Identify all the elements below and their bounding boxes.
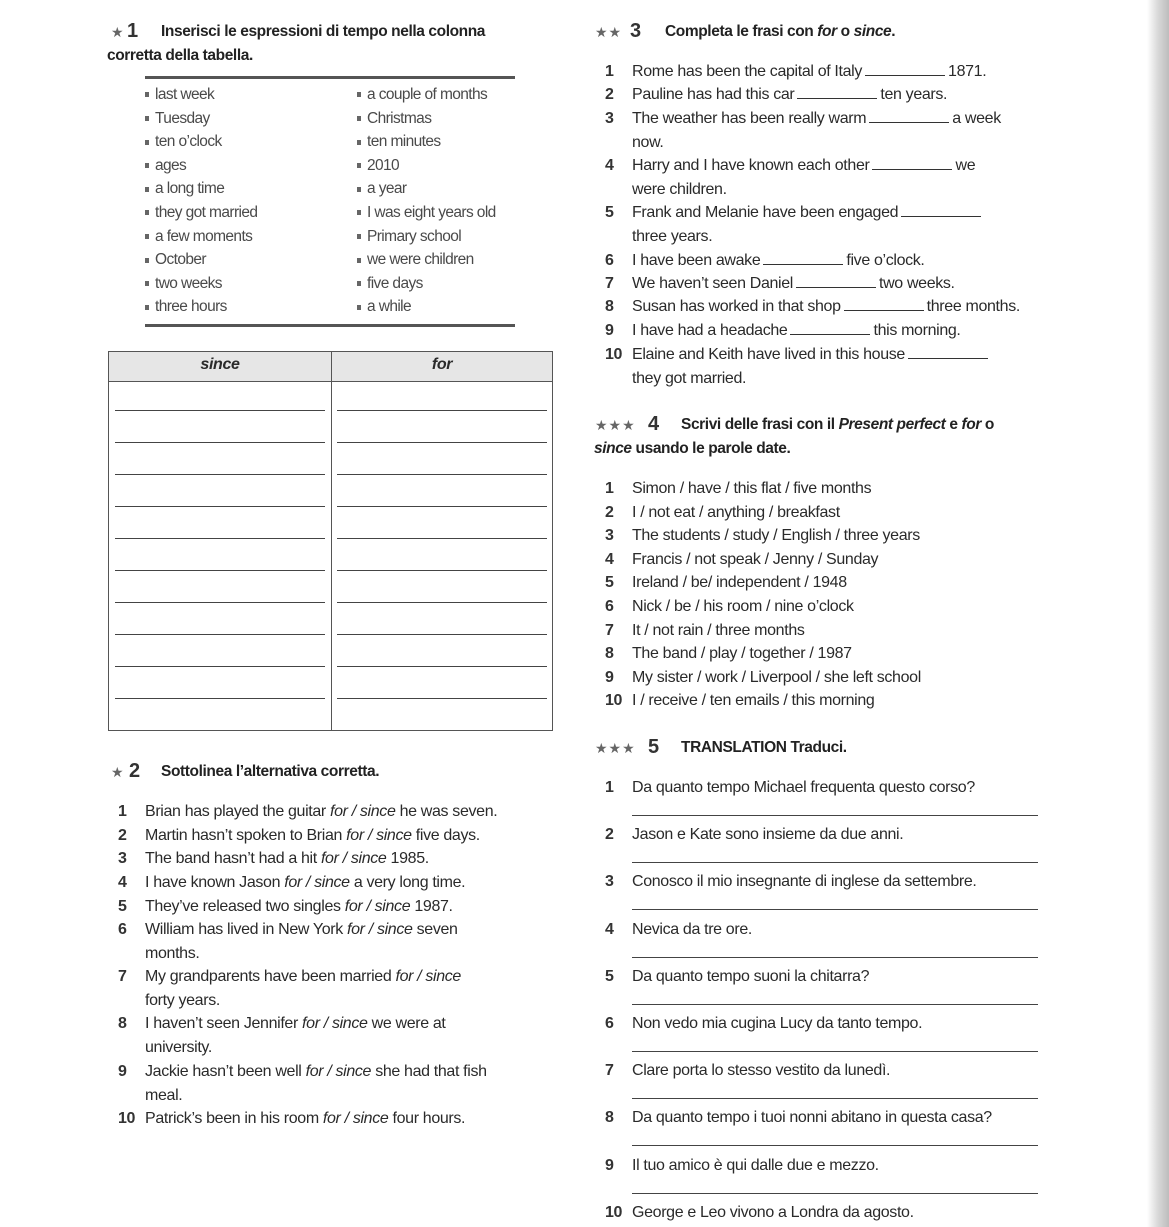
answer-line-since[interactable] — [115, 698, 325, 699]
word-text: a couple of months — [367, 86, 488, 103]
item-text — [145, 824, 480, 848]
item-number: 8 — [605, 645, 614, 663]
item-text: Simon / have / this flat / five months — [632, 480, 872, 497]
word-item — [145, 154, 186, 178]
word-item — [357, 248, 474, 272]
item-text — [632, 319, 961, 343]
item-text — [145, 918, 458, 965]
item-text — [632, 154, 975, 201]
sentence-start: Harry and I have known each other — [632, 157, 870, 174]
exercise-4-title — [681, 413, 994, 437]
word-text: Primary school — [367, 227, 462, 245]
item-text: George e Leo vivono a Londra da agosto. — [632, 1203, 914, 1221]
title-text: for — [961, 416, 981, 433]
sentence-cont: meal. — [145, 1086, 183, 1104]
sentence-end: ten years. — [880, 86, 948, 103]
title-text: usando le parole date. — [631, 440, 791, 457]
column-header-since: since — [200, 356, 240, 373]
translation-answer-line[interactable] — [632, 815, 1038, 816]
exercise-1-title: Inserisci le espressioni di tempo nella colonna — [161, 23, 486, 40]
sentence-end: two weeks. — [879, 275, 955, 292]
item-text: I / not eat / anything / breakfast — [632, 503, 840, 521]
exercise-1-title-cont: corretta della tabella. — [107, 47, 253, 64]
sentence-end: she had that fish — [371, 1063, 487, 1080]
answer-line-since[interactable] — [115, 666, 325, 667]
answer-line-since[interactable] — [115, 442, 325, 443]
bullet-icon — [145, 92, 149, 97]
word-text: I was eight years old — [367, 204, 496, 221]
item-number: 9 — [118, 1063, 127, 1080]
bullet-icon — [357, 92, 361, 97]
answer-blank[interactable] — [790, 321, 870, 335]
item-number: 9 — [605, 1156, 614, 1174]
word-text: five days — [367, 274, 423, 292]
for-since-options[interactable]: for / since — [320, 850, 387, 867]
item-number: 7 — [605, 275, 614, 292]
item-number: 2 — [605, 86, 614, 103]
sentence-cont: three years. — [632, 227, 713, 245]
bullet-icon — [357, 210, 361, 215]
word-item — [145, 130, 222, 154]
item-number: 1 — [605, 480, 614, 497]
item-number: 9 — [605, 322, 614, 339]
sentence-start: William has lived in New York — [145, 921, 348, 938]
item-number: 4 — [605, 920, 614, 938]
item-text: Francis / not speak / Jenny / Sunday — [632, 550, 879, 568]
item-text: Nevica da tre ore. — [632, 920, 752, 938]
bullet-icon — [145, 163, 149, 168]
sentence-end: 1987. — [410, 898, 453, 915]
difficulty-stars: ★★★ — [595, 740, 636, 756]
item-number: 8 — [118, 1015, 127, 1032]
item-number: 8 — [605, 1109, 614, 1127]
sentence-start: Jackie hasn’t been well — [145, 1063, 306, 1080]
word-text: a few moments — [155, 227, 253, 245]
item-number: 10 — [605, 692, 623, 710]
sentence-cont: now. — [632, 133, 664, 151]
bullet-icon — [145, 210, 149, 215]
answer-line-for[interactable] — [337, 634, 547, 635]
answer-blank[interactable] — [763, 251, 843, 265]
item-text: Conosco il mio insegnante di inglese da settembre. — [632, 873, 977, 891]
item-text — [632, 343, 991, 390]
item-text: The students / study / English / three years — [632, 527, 920, 545]
bullet-icon — [357, 116, 361, 121]
word-text: three hours — [155, 298, 227, 316]
answer-line-since[interactable] — [115, 634, 325, 635]
since-for-table — [108, 351, 553, 731]
sentence-start: Patrick’s been in his room — [145, 1110, 323, 1127]
for-since-options[interactable]: for / since — [284, 874, 350, 891]
word-item — [357, 154, 399, 178]
word-item — [357, 201, 496, 225]
answer-blank[interactable] — [797, 85, 877, 99]
item-text — [632, 249, 925, 273]
sentence-start: I have had a headache — [632, 322, 788, 339]
sentence-start: Brian has played the guitar — [145, 803, 330, 820]
sentence-start: I haven’t seen Jennifer — [145, 1015, 303, 1032]
item-text — [145, 1012, 446, 1059]
item-number: 2 — [605, 503, 614, 521]
title-text: o — [980, 416, 994, 433]
item-number: 3 — [605, 527, 614, 545]
item-text: My sister / work / Liverpool / she left school — [632, 668, 921, 686]
item-number: 7 — [118, 968, 127, 985]
word-item — [357, 83, 487, 107]
item-text — [145, 871, 465, 895]
answer-blank[interactable] — [901, 203, 981, 217]
bullet-icon — [357, 305, 361, 310]
bullet-icon — [145, 281, 149, 286]
word-item — [357, 272, 423, 296]
difficulty-stars: ★★ — [595, 24, 623, 40]
item-number: 1 — [605, 63, 614, 80]
item-text: Da quanto tempo i tuoi nonni abitano in questa casa? — [632, 1109, 992, 1127]
bullet-icon — [145, 258, 149, 263]
for-since-options[interactable]: for / since — [330, 803, 396, 820]
sentence-end: we were at — [367, 1015, 446, 1032]
item-number: 1 — [118, 803, 127, 820]
exercise-3-title — [665, 20, 895, 44]
word-text: ten minutes — [367, 133, 441, 151]
sentence-cont: months. — [145, 944, 200, 962]
word-item — [145, 225, 252, 249]
translation-answer-line[interactable] — [632, 1193, 1038, 1194]
answer-line-for[interactable] — [337, 698, 547, 699]
item-number: 6 — [605, 1015, 614, 1032]
sentence-end: five days. — [411, 827, 480, 844]
item-text — [145, 847, 429, 871]
difficulty-stars: ★ — [111, 764, 125, 780]
sentence-cont: university. — [145, 1038, 212, 1056]
title-text: o — [836, 23, 854, 40]
sentence-end: a week — [952, 110, 1001, 127]
title-text: Scrivi delle frasi con il — [681, 416, 839, 433]
item-number: 4 — [605, 157, 614, 174]
for-since-options[interactable]: for / since — [344, 898, 411, 915]
sentence-end: he was seven. — [395, 803, 498, 820]
translation-answer-line[interactable] — [632, 1004, 1038, 1005]
item-number: 5 — [605, 204, 614, 221]
item-text — [632, 107, 1001, 154]
bullet-icon — [357, 258, 361, 263]
sentence-cont: were children. — [632, 180, 727, 198]
answer-line-for[interactable] — [337, 570, 547, 571]
sentence-end: a very long time. — [349, 874, 466, 891]
exercise-4-title-cont — [594, 437, 790, 461]
sentence-end: 1871. — [948, 63, 987, 80]
difficulty-stars: ★ — [111, 24, 125, 40]
sentence-end: five o’clock. — [846, 252, 925, 269]
item-number: 10 — [605, 1203, 623, 1221]
sentence-start: Pauline has had this car — [632, 86, 795, 103]
answer-line-since[interactable] — [115, 570, 325, 571]
word-text: a long time — [155, 180, 225, 198]
title-text: since — [594, 440, 632, 457]
exercise-number: 2 — [129, 760, 140, 782]
answer-line-for[interactable] — [337, 442, 547, 443]
for-since-options[interactable]: for / since — [395, 968, 461, 985]
sentence-start: Martin hasn’t spoken to Brian — [145, 827, 347, 844]
answer-line-since[interactable] — [115, 506, 325, 507]
word-item — [357, 177, 406, 201]
divider — [145, 76, 515, 79]
sentence-end: three months. — [926, 298, 1020, 315]
sentence-end: seven — [412, 921, 458, 938]
sentence-start: We haven’t seen Daniel — [632, 275, 793, 292]
answer-blank[interactable] — [869, 109, 949, 123]
item-text: Il tuo amico è qui dalle due e mezzo. — [632, 1156, 879, 1174]
word-item — [145, 201, 257, 225]
answer-line-for[interactable] — [337, 602, 547, 603]
word-text: ten o’clock — [155, 133, 222, 151]
item-number: 7 — [605, 621, 614, 639]
answer-blank[interactable] — [796, 274, 876, 288]
translation-answer-line[interactable] — [632, 1145, 1038, 1146]
title-text: Traduci. — [786, 739, 847, 756]
translation-answer-line[interactable] — [632, 862, 1038, 863]
sentence-start: I have known Jason — [145, 874, 285, 891]
translation-answer-line[interactable] — [632, 1098, 1038, 1099]
item-text — [145, 895, 453, 919]
word-item — [357, 107, 431, 131]
exercise-2-title: Sottolinea l’alternativa corretta. — [161, 763, 380, 780]
word-text: two weeks — [155, 274, 222, 292]
word-text: last week — [155, 86, 215, 103]
title-text: TRANSLATION — [681, 739, 787, 756]
sentence-cont: they got married. — [632, 369, 747, 387]
for-since-options[interactable]: for / since — [347, 921, 413, 938]
item-text: Clare porta lo stesso vestito da lunedì. — [632, 1062, 891, 1080]
item-text — [145, 1060, 487, 1107]
word-item — [357, 130, 441, 154]
exercise-number: 3 — [630, 20, 641, 42]
sentence-start: The band hasn’t had a hit — [145, 850, 321, 867]
sentence-end: 1985. — [386, 850, 429, 867]
answer-line-since[interactable] — [115, 602, 325, 603]
item-number: 9 — [605, 668, 614, 686]
sentence-start: Rome has been the capital of Italy — [632, 63, 863, 80]
item-number: 3 — [605, 110, 614, 127]
translation-answer-line[interactable] — [632, 1051, 1038, 1052]
item-number: 6 — [605, 252, 614, 269]
item-text — [632, 295, 1020, 319]
word-text: a year — [367, 180, 407, 198]
sentence-end: we — [955, 157, 976, 174]
answer-blank[interactable] — [908, 345, 988, 359]
sentence-start: I have been awake — [632, 252, 761, 269]
answer-line-for[interactable] — [337, 538, 547, 539]
bullet-icon — [357, 187, 361, 192]
sentence-cont: forty years. — [145, 991, 220, 1009]
word-text: October — [155, 251, 206, 269]
sentence-start: The weather has been really warm — [632, 110, 867, 127]
word-item — [145, 272, 222, 296]
item-text: Nick / be / his room / nine o’clock — [632, 598, 854, 615]
item-text: Da quanto tempo suoni la chitarra? — [632, 967, 870, 985]
item-number: 10 — [605, 346, 623, 363]
item-text: Da quanto tempo Michael frequenta questo corso? — [632, 779, 975, 796]
item-number: 3 — [605, 873, 614, 891]
word-text: ages — [155, 156, 187, 174]
exercise-5-title — [681, 736, 847, 760]
column-divider — [331, 352, 332, 730]
title-text: . — [891, 23, 896, 40]
sentence-start: My grandparents have been married — [145, 968, 396, 985]
item-number: 5 — [605, 967, 614, 985]
for-since-options[interactable]: for / since — [305, 1063, 372, 1080]
bullet-icon — [357, 140, 361, 145]
item-text — [145, 800, 497, 824]
word-item — [145, 177, 224, 201]
answer-line-since[interactable] — [115, 474, 325, 475]
bullet-icon — [145, 234, 149, 239]
sentence-start: Susan has worked in that shop — [632, 298, 841, 315]
bullet-icon — [145, 187, 149, 192]
sentence-end: this morning. — [873, 322, 961, 339]
item-number: 8 — [605, 298, 614, 315]
column-header-for: for — [431, 356, 453, 373]
item-text — [632, 83, 947, 107]
item-text: Non vedo mia cugina Lucy da tanto tempo. — [632, 1015, 923, 1032]
item-number: 1 — [605, 779, 614, 796]
item-text: Ireland / be/ independent / 1948 — [632, 574, 847, 592]
word-text: a while — [367, 298, 412, 316]
item-text — [632, 272, 955, 296]
answer-blank[interactable] — [844, 297, 924, 311]
divider — [145, 324, 515, 327]
difficulty-stars: ★★★ — [595, 417, 636, 433]
word-item — [357, 295, 411, 319]
word-text: we were children — [367, 251, 474, 269]
word-item — [145, 295, 227, 319]
for-since-options[interactable]: for / since — [302, 1015, 368, 1032]
bullet-icon — [357, 281, 361, 286]
exercise-number: 5 — [648, 736, 659, 758]
title-text: Present perfect — [838, 416, 946, 433]
item-number: 10 — [118, 1110, 136, 1127]
item-text: I / receive / ten emails / this morning — [632, 692, 875, 710]
word-text: 2010 — [367, 156, 400, 174]
answer-line-for[interactable] — [337, 410, 547, 411]
page-edge-shadow — [1147, 0, 1169, 1227]
bullet-icon — [357, 163, 361, 168]
word-item — [145, 83, 214, 107]
exercise-number: 1 — [127, 20, 138, 42]
bullet-icon — [145, 305, 149, 310]
answer-line-since[interactable] — [115, 538, 325, 539]
answer-line-for[interactable] — [337, 474, 547, 475]
title-text: Completa le frasi con — [665, 23, 818, 40]
title-text: since — [853, 23, 892, 40]
title-text: e — [945, 416, 962, 433]
item-number: 4 — [605, 550, 614, 568]
item-number: 2 — [118, 827, 127, 844]
word-item — [357, 225, 461, 249]
word-text: Tuesday — [155, 109, 210, 127]
item-text: It / not rain / three months — [632, 621, 805, 639]
for-since-options[interactable]: for / since — [322, 1110, 389, 1127]
translation-answer-line[interactable] — [632, 957, 1038, 958]
translation-answer-line[interactable] — [632, 909, 1038, 910]
item-text — [145, 965, 461, 1012]
title-text: for — [817, 23, 837, 40]
answer-line-since[interactable] — [115, 410, 325, 411]
item-text: Jason e Kate sono insieme da due anni. — [632, 826, 904, 844]
item-number: 2 — [605, 826, 614, 844]
answer-blank[interactable] — [865, 62, 945, 76]
answer-line-for[interactable] — [337, 506, 547, 507]
bullet-icon — [145, 140, 149, 145]
answer-line-for[interactable] — [337, 666, 547, 667]
item-number: 4 — [118, 874, 127, 891]
bullet-icon — [145, 116, 149, 121]
item-number: 6 — [118, 921, 127, 938]
item-number: 7 — [605, 1062, 614, 1080]
word-text: Christmas — [367, 109, 432, 127]
item-text — [145, 1107, 465, 1131]
item-number: 6 — [605, 598, 614, 615]
item-text — [632, 60, 986, 84]
sentence-end: four hours. — [388, 1110, 466, 1127]
item-number: 3 — [118, 850, 127, 867]
for-since-options[interactable]: for / since — [346, 827, 412, 844]
word-item — [145, 107, 210, 131]
item-text — [632, 201, 984, 248]
exercise-number: 4 — [648, 413, 659, 435]
sentence-start: They’ve released two singles — [145, 898, 345, 915]
item-number: 5 — [118, 898, 127, 915]
item-number: 5 — [605, 574, 614, 592]
word-item — [145, 248, 206, 272]
word-text: they got married — [155, 204, 258, 221]
answer-blank[interactable] — [872, 156, 952, 170]
sentence-start: Frank and Melanie have been engaged — [632, 204, 899, 221]
bullet-icon — [357, 234, 361, 239]
sentence-start: Elaine and Keith have lived in this house — [632, 346, 905, 363]
item-text: The band / play / together / 1987 — [632, 645, 852, 663]
